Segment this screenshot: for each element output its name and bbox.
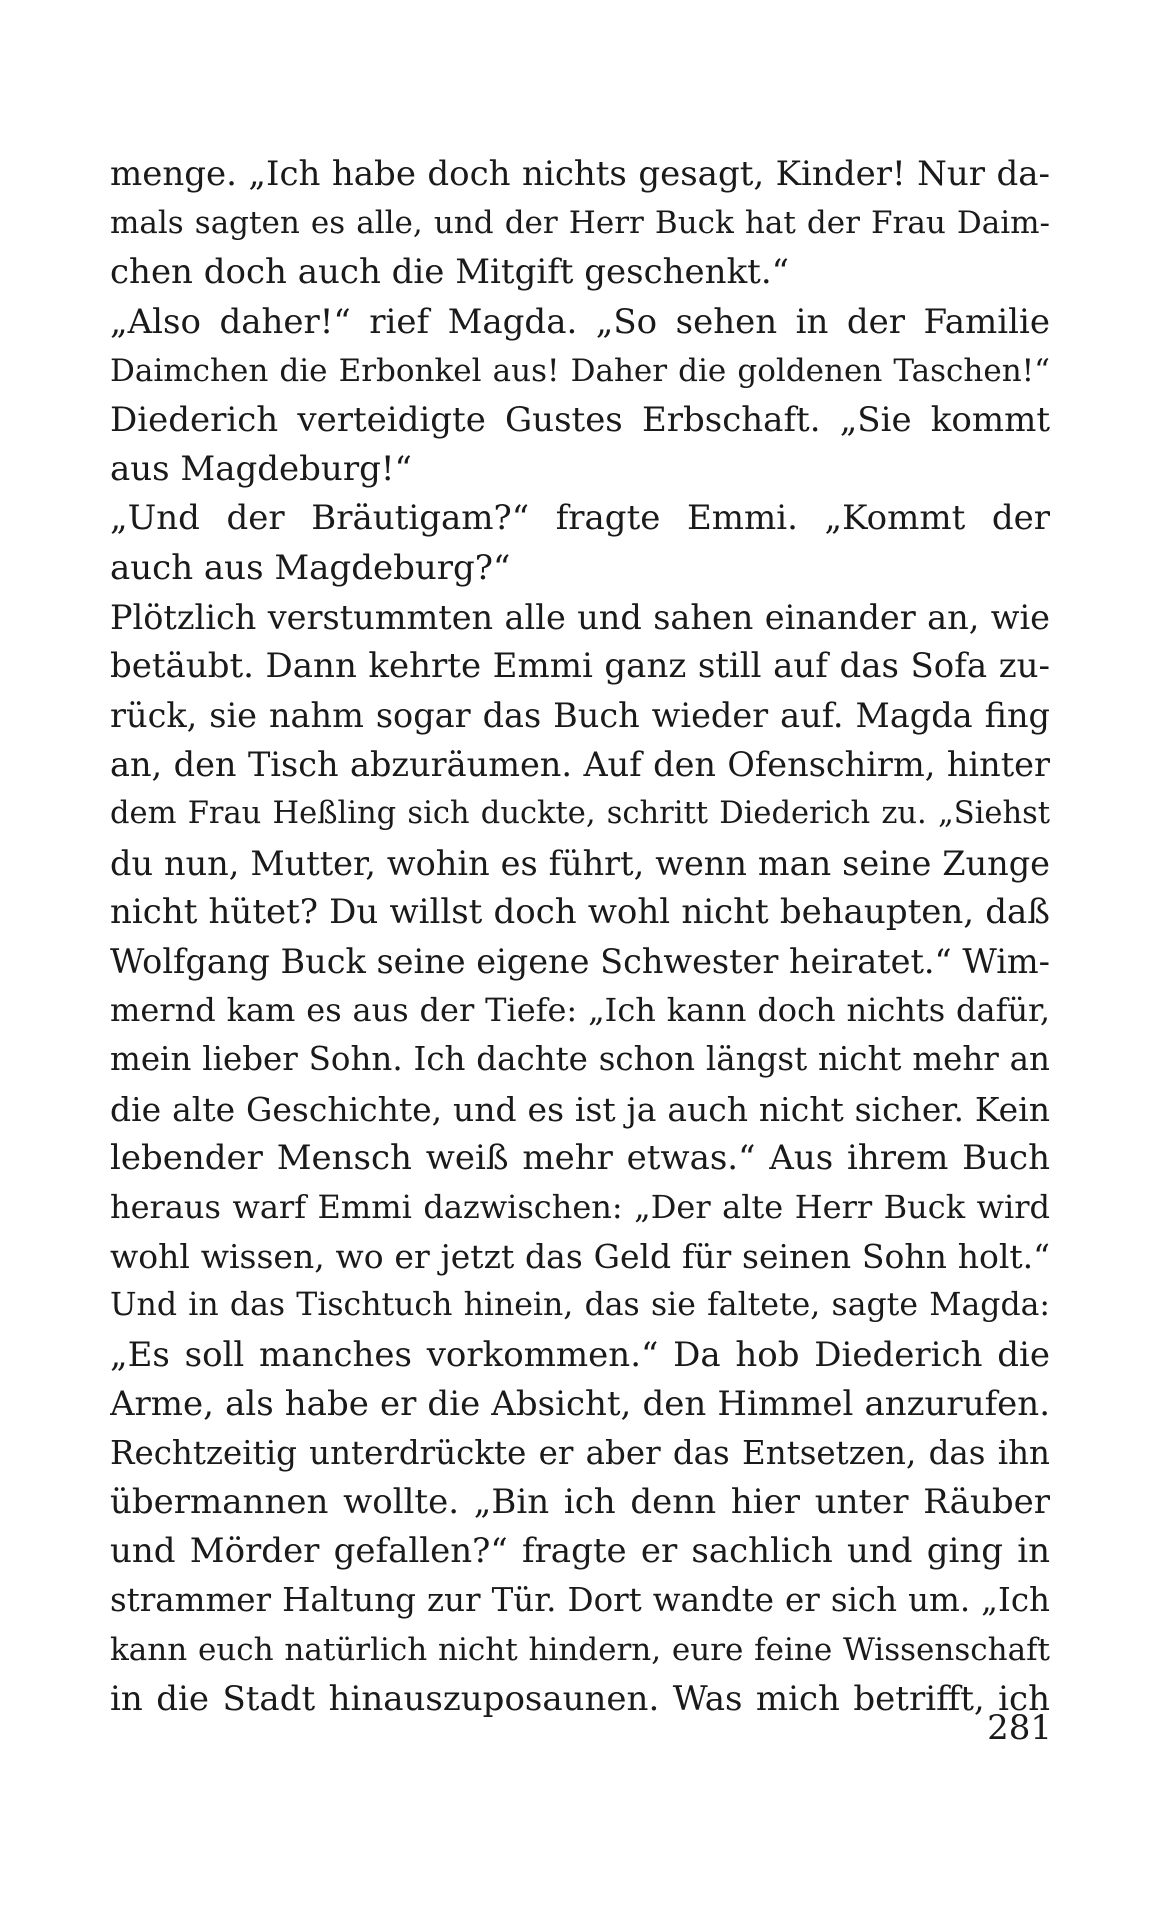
- text-line: wohl wissen, wo er jetzt das Geld für seinen Sohn holt.“: [110, 1237, 1050, 1277]
- text-line: lebender Mensch weiß mehr etwas.“ Aus ihrem Buch: [110, 1137, 1050, 1178]
- text-line: Plötzlich verstummten alle und sahen einander an, wie: [110, 597, 1050, 637]
- text-line: „Und der Bräutigam?“ fragte Emmi. „Kommt der: [110, 498, 1050, 539]
- text-line: menge. „Ich habe doch nichts gesagt, Kinder! Nur da-: [110, 154, 1050, 194]
- text-line: Rechtzeitig unterdrückte er aber das Entsetzen, das ihn: [110, 1433, 1050, 1472]
- text-line: mernd kam es aus der Tiefe: „Ich kann doch nichts dafür,: [110, 991, 1050, 1030]
- text-line: die alte Geschichte, und es ist ja auch nicht sicher. Kein: [110, 1089, 1050, 1129]
- text-line: Diederich verteidigte Gustes Erbschaft. „Sie kommt: [110, 399, 1050, 440]
- text-line: strammer Haltung zur Tür. Dort wandte er sich um. „Ich: [110, 1581, 1050, 1620]
- text-line: kann euch natürlich nicht hindern, eure feine Wissenschaft: [110, 1631, 1050, 1668]
- text-line: Daimchen die Erbonkel aus! Daher die goldenen Taschen!“: [110, 352, 1050, 389]
- page-number: 281: [987, 1708, 1052, 1748]
- text-line: aus Magdeburg!“: [110, 449, 412, 490]
- text-line: Arme, als habe er die Absicht, den Himmel anzurufen.: [110, 1383, 1050, 1424]
- text-line: mein lieber Sohn. Ich dachte schon längst nicht mehr an: [110, 1040, 1050, 1079]
- text-line: heraus warf Emmi dazwischen: „Der alte Herr Buck wird: [110, 1187, 1050, 1226]
- text-line: betäubt. Dann kehrte Emmi ganz still auf das Sofa zu-: [110, 645, 1050, 686]
- text-line: rück, sie nahm sogar das Buch wieder auf. Magda fing: [110, 696, 1050, 736]
- text-line: du nun, Mutter, wohin es führt, wenn man seine Zunge: [110, 843, 1050, 883]
- text-line: dem Frau Heßling sich duckte, schritt Diederich zu. „Siehst: [110, 796, 1050, 832]
- text-line: nicht hütet? Du willst doch wohl nicht behaupten, daß: [110, 891, 1050, 932]
- text-line: übermannen wollte. „Bin ich denn hier unter Räuber: [110, 1482, 1050, 1523]
- text-line: Und in das Tischtuch hinein, das sie faltete, sagte Magda:: [110, 1287, 1050, 1324]
- body-text: [110, 150, 1050, 1724]
- text-line: Wolfgang Buck seine eigene Schwester heiratet.“ Wim-: [110, 942, 1050, 981]
- text-line: chen doch auch die Mitgift geschenkt.“: [110, 252, 790, 293]
- text-line: „Es soll manches vorkommen.“ Da hob Diederich die: [110, 1334, 1050, 1375]
- text-line: mals sagten es alle, und der Herr Buck hat der Frau Daim-: [110, 205, 1050, 242]
- text-line: „Also daher!“ rief Magda. „So sehen in der Familie: [110, 301, 1050, 342]
- text-line: in die Stadt hinauszuposaunen. Was mich betrifft, ich: [110, 1678, 1050, 1719]
- text-line: auch aus Magdeburg?“: [110, 547, 511, 588]
- text-line: und Mörder gefallen?“ fragte er sachlich und ging in: [110, 1531, 1050, 1572]
- text-line: an, den Tisch abzuräumen. Auf den Ofenschirm, hinter: [110, 745, 1050, 785]
